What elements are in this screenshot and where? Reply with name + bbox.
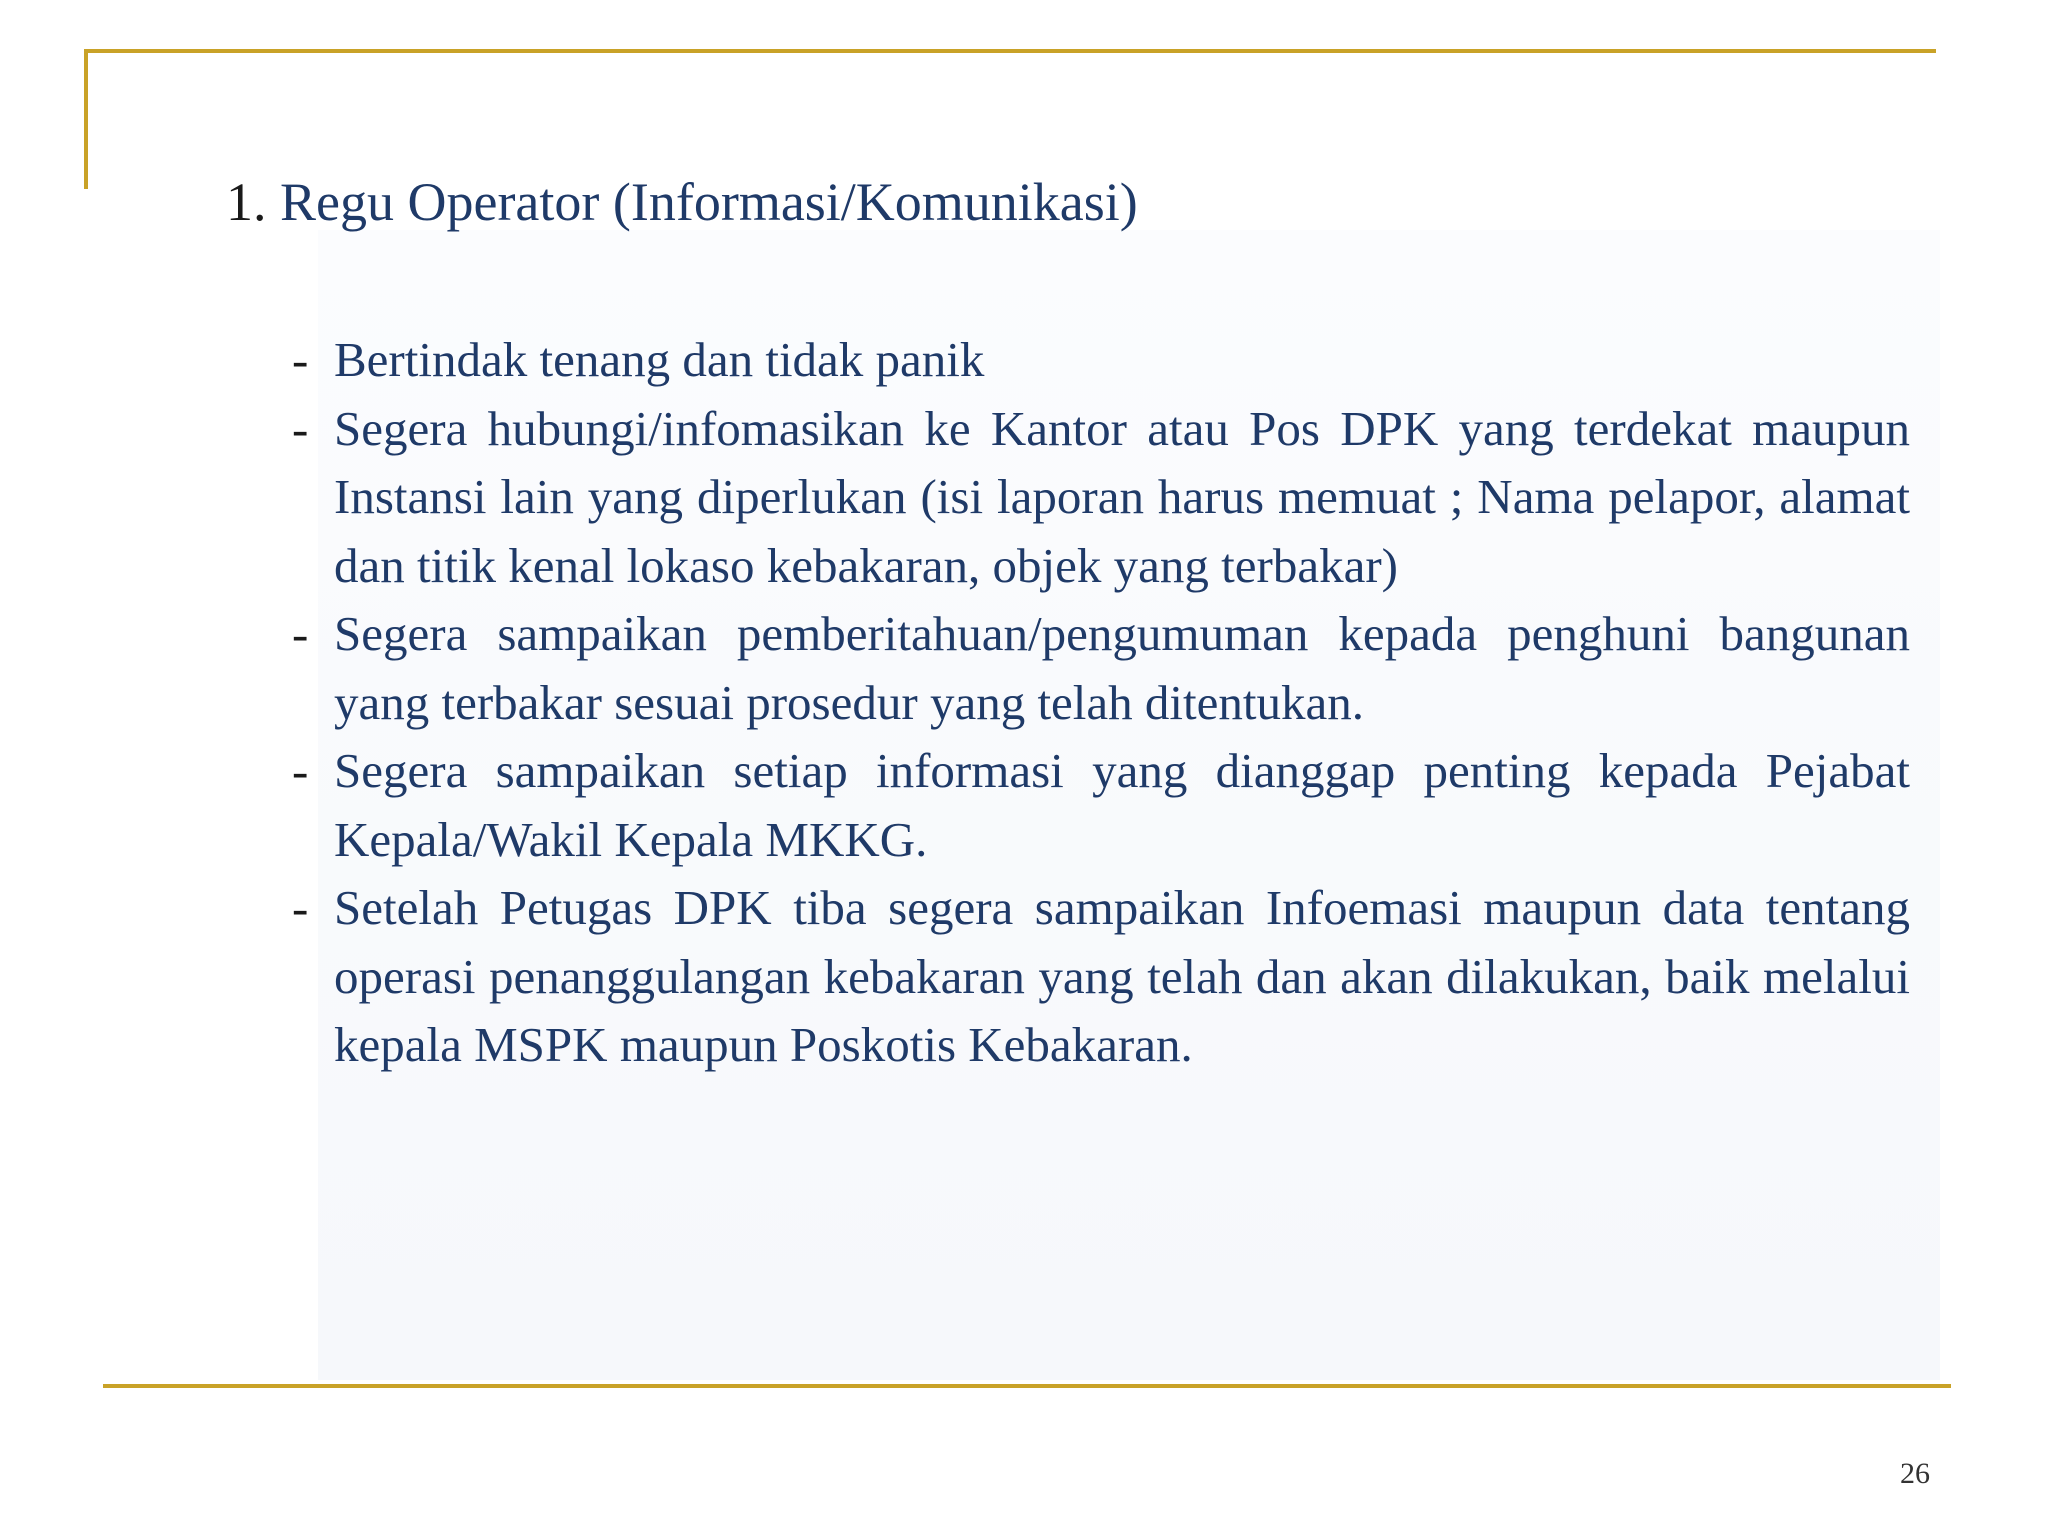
bullet-dash: - [292, 606, 309, 661]
bullet-text: Segera sampaikan pemberitahuan/pengumuman kepada penghuni bangunan yang terbakar sesuai prosedur yang telah ditentukan. [334, 606, 1910, 730]
heading-text: Regu Operator (Informasi/Komunikasi) [280, 172, 1138, 232]
bullet-text: Segera hubungi/infomasikan ke Kantor atau Pos DPK yang terdekat maupun Instansi lain yang diperlukan (isi laporan harus memuat ; Nama pelapor, alamat dan titik kenal lokaso kebakaran, objek yang terbakar) [334, 400, 1910, 593]
left-gold-rule [84, 49, 88, 189]
page-number: 26 [1900, 1457, 1930, 1490]
bullet-list [292, 326, 1910, 1080]
bullet-item [292, 600, 1910, 737]
bullet-dash: - [292, 332, 309, 387]
bullet-dash: - [292, 400, 309, 456]
bullet-item [292, 874, 1910, 1080]
bullet-dash: - [292, 743, 309, 798]
bullet-item [292, 395, 1910, 601]
top-gold-rule [84, 49, 1936, 53]
bullet-text: Setelah Petugas DPK tiba segera sampaikan Infoemasi maupun data tentang operasi penanggulangan kebakaran yang telah dan akan dilakukan, baik melalui kepala MSPK maupun Poskotis Kebakaran. [334, 880, 1910, 1072]
bullet-dash: - [292, 880, 309, 935]
bottom-gold-rule [103, 1384, 1951, 1388]
heading-number: 1. [226, 172, 267, 232]
bullet-item [292, 326, 1910, 395]
slide-heading [226, 170, 1138, 234]
bullet-text: Bertindak tenang dan tidak panik [334, 332, 985, 387]
bullet-text: Segera sampaikan setiap informasi yang dianggap penting kepada Pejabat Kepala/Wakil Kepala MKKG. [334, 743, 1910, 867]
bullet-item [292, 737, 1910, 874]
